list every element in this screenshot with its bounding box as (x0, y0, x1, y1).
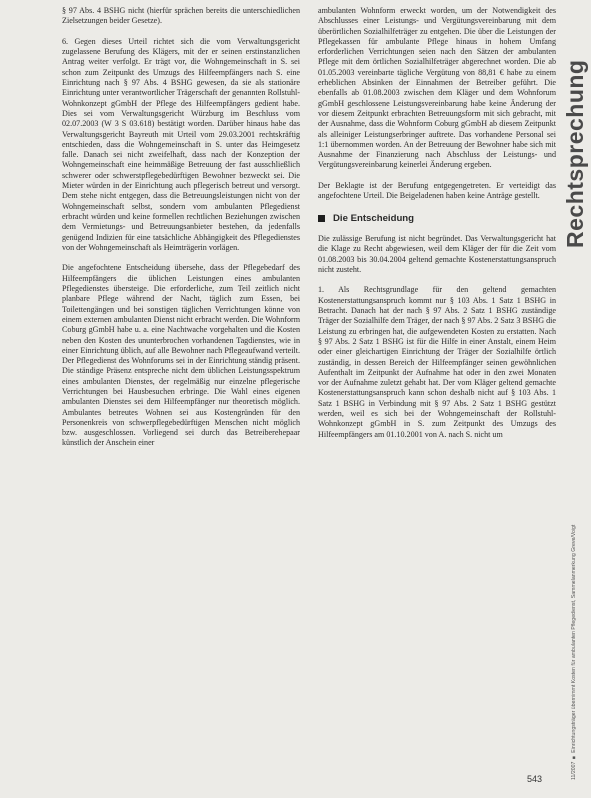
paragraph: ambulanten Wohnform erweckt worden, um der Notwendigkeit des Abschlusses einer Leistungs- und Vergütungsvereinbarung mit dem überörtlichen Sozialhilfeträger zu entgehen. Die über die Leistungen der Pflegekassen für ambulante Pflege hinaus in hohem Umfang erforderlichen Verrichtungen seien nach den Sätzen der ambulanten Pflege mit dem örtlichen Sozialhilfeträger abgerechnet worden. Die ab 01.05.2003 vereinbarte tägliche Vergütung von 88,81 € habe zu einem erheblichen Absinken der Einnahmen der Betreiber geführt. Die ebenfalls ab 01.08.2003 zwischen dem Kläger und dem Wohnforum gGmbH geschlossene Leistungsvereinbarung habe keine Änderung der vor diesem Zeitpunkt erbrachten Betreuungsform mit sich gebracht, mit der Ausnahme, dass die Wohnform Coburg gGmbH ab diesem Zeitpunkt als alleiniger Leistungserbringer auftrete. Das vorhandene Personal sei 1:1 übernommen worden. An der Betreuung der Bewohner habe sich mit Ausnahme der Finanzierung nach Abschluss der Leistungs- und Vergütungsvereinbarung keinerlei Änderung ergeben. (318, 6, 556, 170)
page-number: 543 (527, 774, 543, 784)
paragraph: Der Beklagte ist der Berufung entgegengetreten. Er verteidigt das angefochtene Urteil. Die Beigeladenen haben keine Anträge gestellt. (318, 181, 556, 201)
paragraph: 1. Als Rechtsgrundlage für den geltend gemachten Kostenerstattungsanspruch kommt nur § 103 Abs. 1 Satz 1 BSHG in Betracht. Danach hat der nach § 97 Abs. 2 Satz 1 BSHG zuständige Träger der Sozialhilfe dem Träger, der nach § 97 Abs. 2 Satz 3 BSHG die Leistung zu erbringen hat, die aufgewendeten Kosten zu erstatten. Nach § 97 Abs. 2 Satz 1 BSHG ist für die Hilfe in einer Anstalt, einem Heim oder einer gleichartigen Einrichtung der Träger der Sozialhilfe örtlich zuständig, in dessen Bereich der Hilfeempfänger seinen gewöhnlichen Aufenthalt im Zeitpunkt der Aufnahme hat oder in den zwei Monaten vor der Aufnahme zuletzt gehabt hat. Der vom Kläger geltend gemachte Kostenerstattungsanspruch kann schon deshalb nicht auf § 103 Abs. 1 Satz 1 BSHG in Verbindung mit § 97 Abs. 2 Satz 1 BSHG gestützt werden, weil es sich bei der Wohngemeinschaft der Rollstuhl-Wohnkonzept gGmbH in S. zum Zeitpunkt des Umzugs des Hilfeempfängers am 01.10.2001 von A. nach S. nicht um (318, 285, 556, 439)
left-column (62, 6, 300, 459)
right-column (318, 6, 556, 450)
square-bullet-icon (318, 215, 325, 222)
paragraph: § 97 Abs. 4 BSHG nicht (hierfür sprächen bereits die unterschiedlichen Zielsetzungen beider Gesetze). (62, 6, 300, 26)
section-side-title: Rechtsprechung (562, 59, 588, 248)
paragraph: 6. Gegen dieses Urteil richtet sich die vom Verwaltungsgericht zugelassene Berufung des Klägers, mit der er seinen erstinstanzlichen Antrag weiter verfolgt. Er trägt vor, die Wohngemeinschaft in S. sei schon zum Zeitpunkt des Umzugs des Hilfeempfängers nach S. eine Einrichtung nach § 97 Abs. 4 BSHG gewesen, da sie als stationäre Einrichtung unter verantwortlicher Trägerschaft der genannten Rollstuhl-Wohnkonzept gGmbH der Pflege des Hilfeempfängers gedient habe. Dies sei vom Verwaltungsgericht Würzburg im Beschluss vom 02.07.2003 (W 3 S 03.618) bestätigt worden. Darüber hinaus habe das Verwaltungsgericht Bayreuth mit Urteil vom 29.03.2001 rechtskräftig entschieden, dass die Wohngemeinschaft in S. unter das Heimgesetz falle. Danach sei nicht zweifelhaft, dass nach der Konzeption der Wohngemeinschaft eine heimmäßige Betreuung der fast ausschließlich schwerer oder schwerstpflegebedürftigen Bewohner bezweckt sei. Die Mieter würden in der Einrichtung auch pflegerisch betreut und versorgt. Dem stehe nicht entgegen, dass die Betreuungsleistungen nicht von der Wohngemeinschaft selbst, sondern vom ambulanten Pflegedienst erbracht würden und keine formellen rechtlichen Beziehungen zwischen dem Vermietungs- und Betreuungsanbieter bestehen, da jedenfalls genügend Indizien für eine tatsächliche Abhängigkeit des Pflegedienstes von der Wohngemeinschaft als Heimträgerin vorlägen. (62, 36, 300, 252)
journal-footer: 11/2007 ■ Einrichtungsträger übernimmt Kosten für ambulanten Pflegedienst, Sammelanmerkung Greve/Voigt (571, 524, 577, 780)
section-heading-text: Die Entscheidung (333, 212, 415, 224)
paragraph: Die zulässige Berufung ist nicht begründet. Das Verwaltungsgericht hat die Klage zu Recht abgewiesen, weil dem Kläger der für die Zeit vom 01.08.2003 bis 30.04.2004 geltend gemachte Kostenerstattungsanspruch nicht zusteht. (318, 233, 556, 274)
paragraph: Die angefochtene Entscheidung übersehe, dass der Pflegebedarf des Hilfeempfängers die üblichen Leistungen eines ambulanten Pflegedienstes übersteige. Die erforderliche, zum Teil zeitlich nicht planbare Pflege während der Nacht, täglich zum Essen, bei Toilettengängen und bei sonstigen täglichen Verrichtungen könne von einem externen ambulanten Dienst nicht erbracht werden. Die Wohnform Coburg gGmbH habe u. a. eine Nachtwache vorgehalten und die Kosten neben den Kosten des ununterbrochen vorhandenen Tagdienstes, wie in einer Einrichtung üblich, auf alle Bewohner nach Pflegeaufwand verteilt. Der Pflegedienst des Wohnforums sei in der Einrichtung ständig präsent. Die ständige Präsenz entspreche nicht dem üblichen Leistungsspektrum eines ambulanten Dienstes, der regelmäßig nur einzelne pflegerische Verrichtungen bei Hausbesuchen erbringe. Die Wahl eines eigenen ambulanten Dienstes sei dem Hilfeempfänger nur theoretisch möglich. Ambulantes betreutes Wohnen sei aus Kostengründen für den Personenkreis von schwerpflegebedürftigen Menschen nicht möglich bzw. ausgeschlossen. Vorliegend sei durch das Betreiberehepaar künstlich der Anschein einer (62, 263, 300, 448)
section-heading (318, 214, 556, 224)
